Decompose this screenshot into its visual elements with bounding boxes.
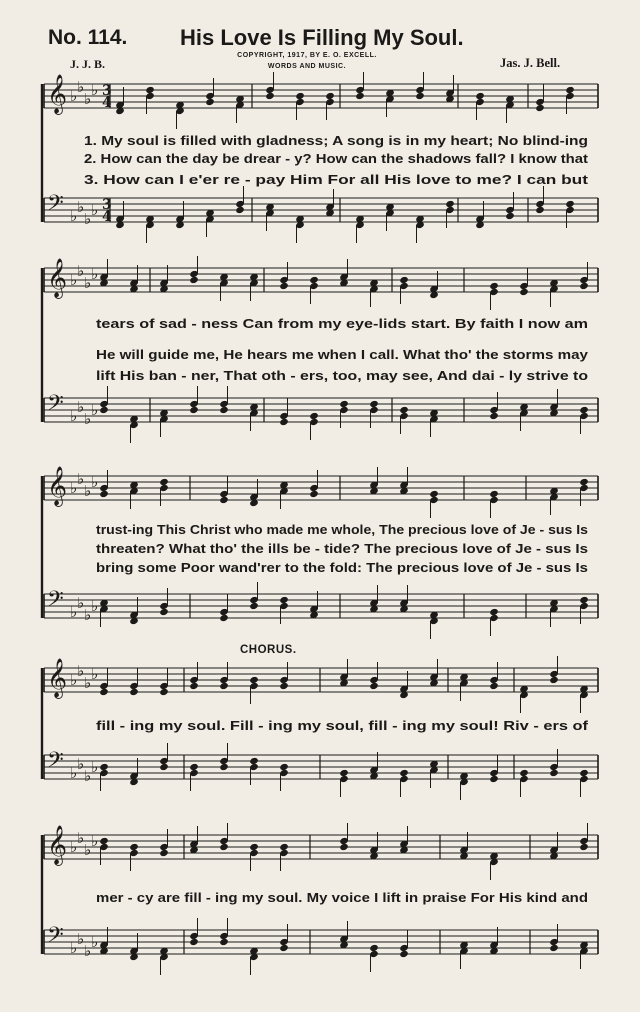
staff-bass xyxy=(44,191,598,228)
note-head xyxy=(279,682,289,690)
lyric-line: lift His ban - ner, That oth - ers, too, may see, And dai - ly strive to xyxy=(96,369,589,383)
note-head xyxy=(189,406,199,414)
note-group xyxy=(99,656,589,713)
note-head xyxy=(189,682,199,690)
note-head xyxy=(265,92,275,100)
flat-icon: ♭ xyxy=(70,939,78,957)
bass-clef-icon: 𝄢 xyxy=(47,587,64,617)
time-signature-bottom: 4 xyxy=(102,209,112,225)
flat-icon: ♭ xyxy=(91,201,99,219)
note-group xyxy=(115,186,575,243)
staff-treble xyxy=(44,466,598,507)
lyric-line: 2. How can the day be drear - y? How can the shadows fall? I know that xyxy=(84,152,589,166)
flat-icon: ♭ xyxy=(70,764,78,782)
flat-icon: ♭ xyxy=(77,262,85,280)
note-group xyxy=(99,256,589,310)
staff-bass xyxy=(44,923,598,960)
note-head xyxy=(279,282,289,290)
lyric-line: tears of sad - ness Can from my eye-lids start. By faith I now am xyxy=(96,317,588,331)
note-group xyxy=(99,823,589,880)
flat-icon: ♭ xyxy=(70,479,78,497)
note-head xyxy=(235,206,245,214)
note-head xyxy=(279,944,289,952)
treble-clef-icon: 𝄞 xyxy=(47,466,68,506)
note-head xyxy=(189,276,199,284)
time-signature-top: 3 xyxy=(102,197,112,213)
flat-icon: ♭ xyxy=(77,470,85,488)
note-group xyxy=(99,386,589,443)
note-head xyxy=(489,412,499,420)
lyric-line: trust-ing This Christ who made me whole, The precious love of Je - sus Is xyxy=(96,523,589,537)
flat-icon: ♭ xyxy=(84,841,92,859)
staff-treble xyxy=(44,74,598,115)
flat-icon: ♭ xyxy=(84,942,92,960)
flat-icon: ♭ xyxy=(70,603,78,621)
flat-icon: ♭ xyxy=(91,265,99,283)
note-head xyxy=(339,843,349,851)
flat-icon: ♭ xyxy=(91,401,99,419)
chorus-label: CHORUS. xyxy=(240,644,297,656)
flat-icon: ♭ xyxy=(70,87,78,105)
flat-icon: ♭ xyxy=(91,81,99,99)
treble-clef-icon: 𝄞 xyxy=(47,658,68,698)
note-head xyxy=(219,843,229,851)
staff-treble xyxy=(44,258,598,299)
staff-bass xyxy=(44,391,598,428)
staff-treble xyxy=(44,658,598,699)
note-group xyxy=(99,918,589,975)
lyric-line: threaten? What tho' the ills be - tide? The precious love of Je - sus Is xyxy=(96,542,589,556)
note-head xyxy=(99,406,109,414)
note-head xyxy=(99,490,109,498)
flat-icon: ♭ xyxy=(84,410,92,428)
flat-icon: ♭ xyxy=(84,274,92,292)
flat-icon: ♭ xyxy=(91,758,99,776)
note-head xyxy=(549,676,559,684)
note-group xyxy=(99,743,589,800)
flat-icon: ♭ xyxy=(77,662,85,680)
staff-treble xyxy=(44,825,598,866)
flat-icon: ♭ xyxy=(77,78,85,96)
bass-clef-icon: 𝄢 xyxy=(47,191,64,221)
note-head xyxy=(549,769,559,777)
flat-icon: ♭ xyxy=(84,482,92,500)
copyright-notice: COPYRIGHT, 1917, BY E. O. EXCELL. xyxy=(237,52,377,59)
note-head xyxy=(489,775,499,783)
flat-icon: ♭ xyxy=(84,90,92,108)
bass-clef-icon: 𝄢 xyxy=(47,923,64,953)
note-head xyxy=(219,763,229,771)
hymn-title: His Love Is Filling My Soul. xyxy=(180,25,464,50)
flat-icon: ♭ xyxy=(77,930,85,948)
flat-icon: ♭ xyxy=(70,838,78,856)
lyric-line: mer - cy are fill - ing my soul. My voice I lift in praise For His kind and xyxy=(96,891,588,905)
words-and-music-note: WORDS AND MUSIC. xyxy=(267,63,347,70)
flat-icon: ♭ xyxy=(70,407,78,425)
treble-clef-icon: 𝄞 xyxy=(47,258,68,298)
note-head xyxy=(369,682,379,690)
bass-clef-icon: 𝄢 xyxy=(47,748,64,778)
time-signature-top: 3 xyxy=(102,83,112,99)
note-head xyxy=(129,688,139,696)
note-head xyxy=(415,92,425,100)
note-head xyxy=(159,849,169,857)
note-head xyxy=(519,288,529,296)
note-head xyxy=(549,944,559,952)
note-head xyxy=(159,763,169,771)
flat-icon: ♭ xyxy=(91,597,99,615)
flat-icon: ♭ xyxy=(70,671,78,689)
flat-icon: ♭ xyxy=(77,198,85,216)
treble-clef-icon: 𝄞 xyxy=(47,825,68,865)
flat-icon: ♭ xyxy=(91,473,99,491)
note-group xyxy=(115,72,575,129)
flat-icon: ♭ xyxy=(91,665,99,683)
bass-clef-icon: 𝄢 xyxy=(47,391,64,421)
note-head xyxy=(249,602,259,610)
treble-clef-icon: 𝄞 xyxy=(47,74,68,114)
note-head xyxy=(159,688,169,696)
note-group xyxy=(99,467,589,518)
note-head xyxy=(99,688,109,696)
note-head xyxy=(309,490,319,498)
composer-credit: Jas. J. Bell. xyxy=(500,56,561,70)
flat-icon: ♭ xyxy=(77,755,85,773)
lyric-line: 1. My soul is filled with gladness; A song is in my heart; No blind-ing xyxy=(84,134,588,148)
lyric-line: bring some Poor wand'rer to the fold: The precious love of Je - sus Is xyxy=(96,561,589,575)
note-head xyxy=(355,92,365,100)
note-head xyxy=(505,212,515,220)
flat-icon: ♭ xyxy=(91,933,99,951)
note-head xyxy=(579,843,589,851)
note-group xyxy=(99,582,589,639)
note-head xyxy=(219,496,229,504)
flat-icon: ♭ xyxy=(70,271,78,289)
flat-icon: ♭ xyxy=(84,210,92,228)
note-head xyxy=(219,406,229,414)
note-head xyxy=(399,950,409,958)
note-head xyxy=(205,98,215,106)
lyric-line: 3. How can I e'er re - pay Him For all His love to me? I can but xyxy=(84,173,590,187)
note-head xyxy=(219,938,229,946)
lyric-line: He will guide me, He hears me when I call. What tho' the storms may xyxy=(96,348,589,362)
flat-icon: ♭ xyxy=(70,207,78,225)
flat-icon: ♭ xyxy=(77,829,85,847)
lyric-line: fill - ing my soul. Fill - ing my soul, fill - ing my soul! Riv - ers of xyxy=(96,719,590,733)
note-head xyxy=(579,282,589,290)
note-head xyxy=(535,104,545,112)
note-head xyxy=(535,206,545,214)
note-head xyxy=(489,682,499,690)
flat-icon: ♭ xyxy=(77,398,85,416)
lyricist-credit: J. J. B. xyxy=(70,57,106,71)
flat-icon: ♭ xyxy=(77,594,85,612)
note-head xyxy=(279,418,289,426)
hymn-number: No. 114. xyxy=(48,26,128,49)
note-head xyxy=(219,682,229,690)
flat-icon: ♭ xyxy=(84,767,92,785)
time-signature-bottom: 4 xyxy=(102,95,112,111)
staff-bass xyxy=(44,587,598,624)
note-head xyxy=(189,938,199,946)
flat-icon: ♭ xyxy=(84,606,92,624)
staff-bass xyxy=(44,748,598,785)
note-head xyxy=(219,614,229,622)
flat-icon: ♭ xyxy=(91,832,99,850)
flat-icon: ♭ xyxy=(84,674,92,692)
note-head xyxy=(159,608,169,616)
